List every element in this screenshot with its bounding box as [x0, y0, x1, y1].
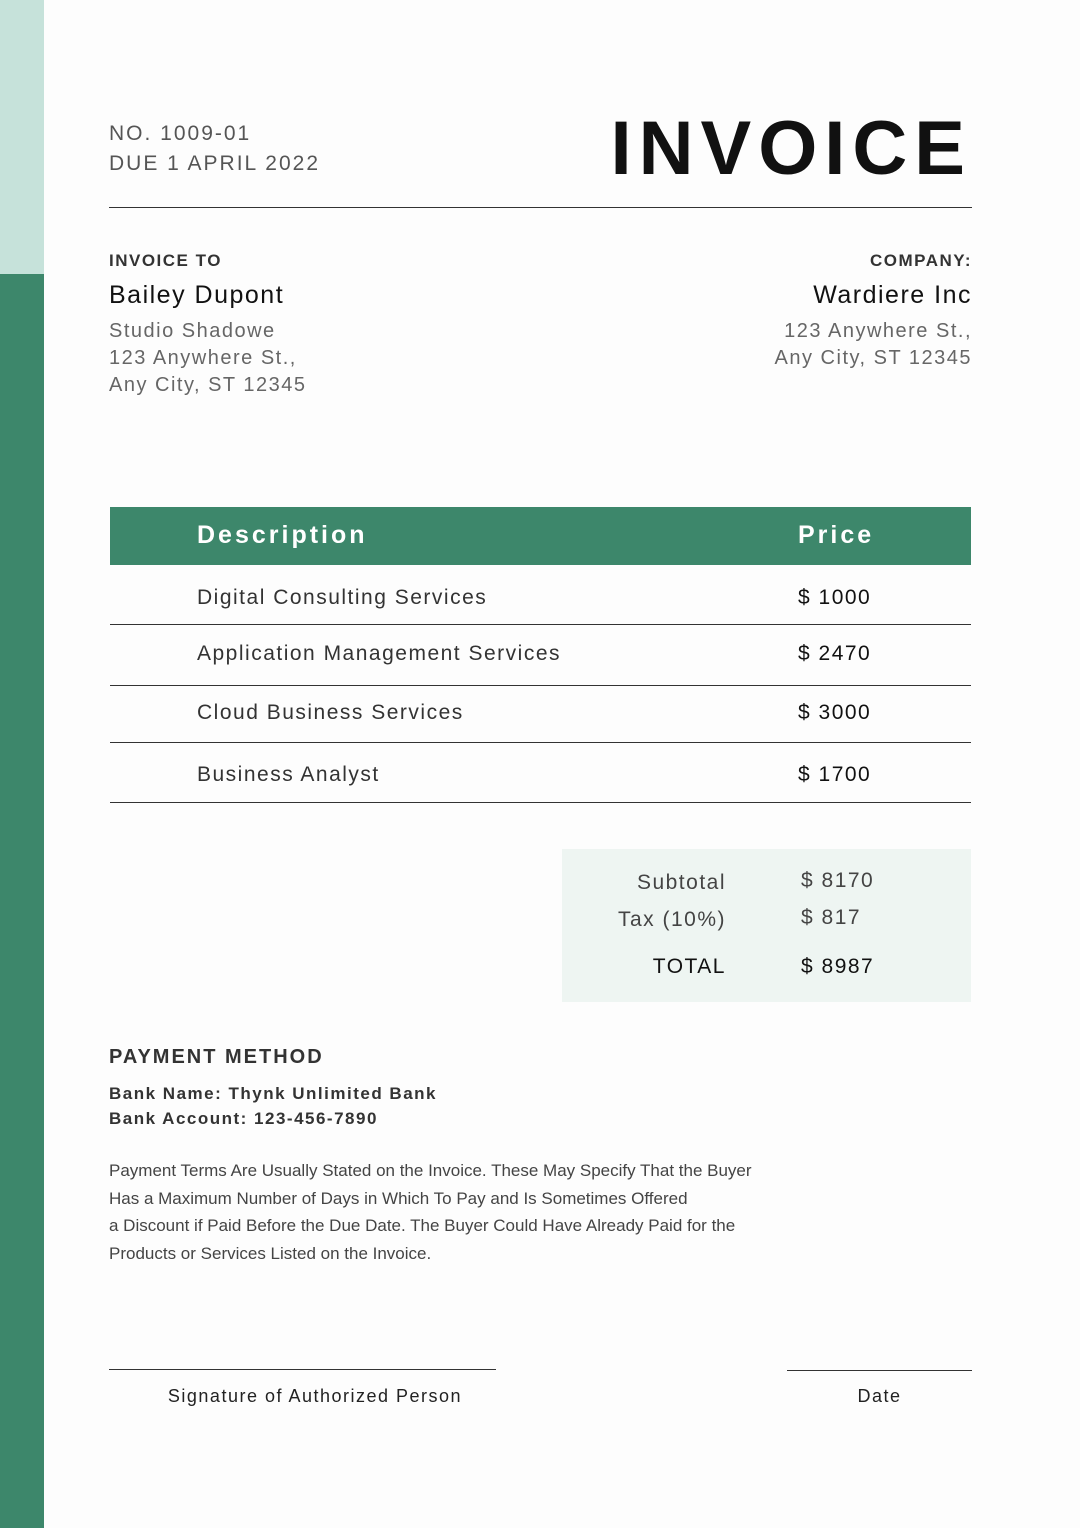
subtotal-value: $ 8170 — [801, 869, 875, 892]
bank-name: Bank Name: Thynk Unlimited Bank — [109, 1084, 438, 1103]
total-label: TOTAL — [652, 955, 726, 978]
invoice-meta — [109, 119, 320, 179]
bill-to-name: Bailey Dupont — [109, 281, 285, 309]
row-description: Application Management Services — [197, 642, 562, 665]
date-line — [787, 1370, 972, 1371]
row-price: $ 3000 — [798, 701, 872, 724]
subtotal-label: Subtotal — [636, 871, 726, 894]
column-header-description: Description — [197, 521, 368, 549]
row-price: $ 2470 — [798, 642, 872, 665]
signature-line — [109, 1369, 496, 1370]
payment-method-heading: PAYMENT METHOD — [109, 1046, 324, 1068]
invoice-due-date: DUE 1 APRIL 2022 — [109, 152, 320, 175]
bank-account: Bank Account: 123-456-7890 — [109, 1109, 378, 1128]
date-label: Date — [857, 1386, 902, 1406]
payment-terms-line: Products or Services Listed on the Invoice. — [109, 1243, 432, 1263]
side-accent-dark — [0, 274, 44, 1528]
company-address-line: 123 Anywhere St., — [784, 320, 972, 342]
payment-terms-line: Has a Maximum Number of Days in Which To Pay and Is Sometimes Offered — [109, 1188, 688, 1208]
signature-label: Signature of Authorized Person — [167, 1386, 463, 1406]
row-divider — [110, 802, 971, 803]
total-value: $ 8987 — [801, 955, 875, 978]
tax-value: $ 817 — [801, 906, 862, 929]
bill-to-block — [109, 251, 306, 399]
payment-terms — [109, 1157, 869, 1267]
company-block — [775, 251, 972, 372]
row-divider — [110, 685, 971, 686]
row-description: Cloud Business Services — [197, 701, 464, 724]
side-accent-light — [0, 0, 44, 274]
invoice-title: INVOICE — [610, 106, 972, 191]
bank-details — [109, 1081, 437, 1131]
header-divider — [109, 207, 972, 208]
company-label: COMPANY: — [869, 251, 972, 270]
row-price: $ 1000 — [798, 586, 872, 609]
company-address — [775, 318, 972, 372]
bill-to-address — [109, 318, 306, 399]
table-header — [110, 507, 971, 565]
tax-label: Tax (10%) — [617, 908, 726, 931]
bill-to-address-line: 123 Anywhere St., — [109, 347, 297, 369]
column-header-price: Price — [798, 521, 875, 549]
row-description: Digital Consulting Services — [197, 586, 488, 609]
row-price: $ 1700 — [798, 763, 872, 786]
company-address-line: Any City, ST 12345 — [774, 347, 972, 369]
totals-box — [562, 849, 971, 1002]
bill-to-label: INVOICE TO — [109, 251, 222, 270]
company-name: Wardiere Inc — [813, 281, 972, 309]
payment-terms-line: Payment Terms Are Usually Stated on the Invoice. These May Specify That the Buyer — [109, 1161, 752, 1180]
invoice-number: NO. 1009-01 — [109, 122, 252, 145]
row-divider — [110, 624, 971, 625]
payment-terms-line: a Discount if Paid Before the Due Date. The Buyer Could Have Already Paid for the — [109, 1216, 736, 1235]
row-divider — [110, 742, 971, 743]
bill-to-address-line: Studio Shadowe — [109, 320, 276, 342]
bill-to-address-line: Any City, ST 12345 — [109, 374, 307, 396]
row-description: Business Analyst — [197, 763, 380, 786]
